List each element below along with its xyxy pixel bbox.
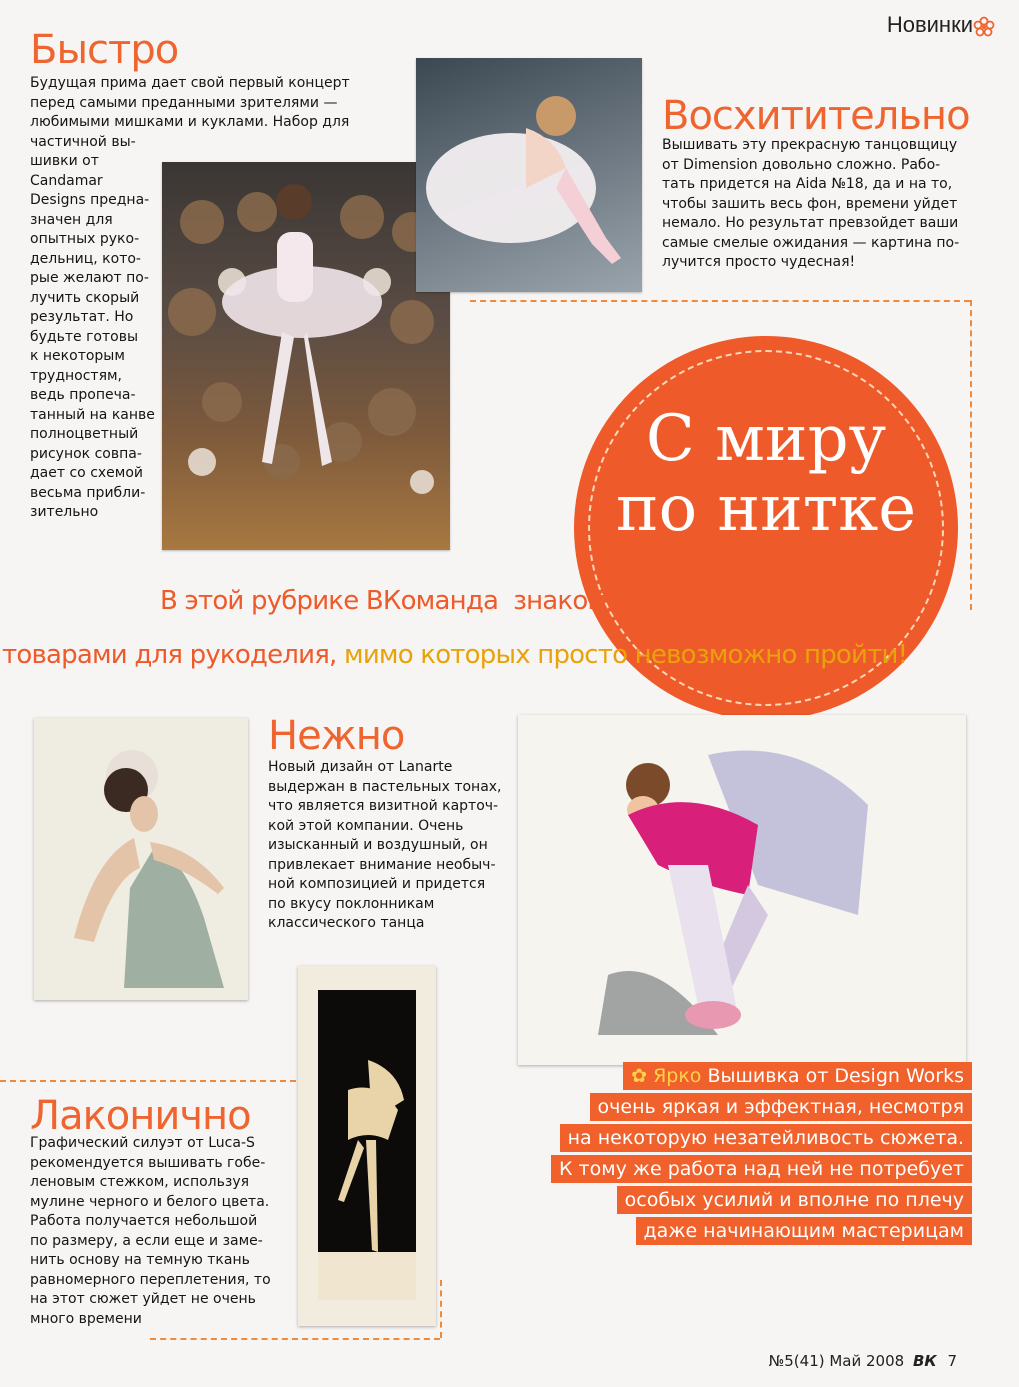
issue-info: №5(41) Май 2008	[768, 1352, 905, 1370]
intro-line2	[2, 640, 907, 670]
laconic-text: Графический силуэт от Luca-S рекомендуется вышивать гобе- леновым стежком, используя мулине черного и белого цвета. Работа получается небольшой по размеру, а если еще и заме- нить основу на темную ткань равномерного переплетения, то на этот сюжет уйдет не очень много времени	[30, 1135, 271, 1327]
dashed-divider-laconic	[0, 1080, 296, 1082]
silhouette-illustration	[318, 990, 416, 1300]
bright-line-5: особых усилий и вполне по плечу	[617, 1186, 972, 1214]
fast-text: Будущая прима дает свой первый концерт перед самыми преданными зрителями — любимыми мишками и куклами. Набор для частичной вы- шивки от Candamar Designs предна- значен для опытных руко- дельниц, кото- рые желают по- лучить скорый результат. Но будьте готовы к некоторым трудностям, ведь пропеча- танный на канве полноцветный рисунок совпа- дает со схемой весьма прибли- зительно	[30, 75, 350, 520]
bright-ballerina-illustration	[518, 715, 966, 1065]
laconic-embroidery-inner	[318, 990, 416, 1300]
bright-line-4: К тому же работа над ней не потребует	[551, 1155, 972, 1183]
ballerina-toys-photo	[162, 162, 450, 550]
page-number: 7	[947, 1352, 957, 1370]
brand-logo: ВК	[912, 1352, 937, 1370]
delight-text: Вышивать эту прекрасную танцовщицу от Dimension довольно сложно. Рабо- тать придется на Aida №18, да и на то, чтобы зашить весь фон, времени уйдет немало. Но результат превзойдет ваши самые смелые ожидания — картина по- лучится просто чудесная!	[662, 137, 960, 270]
intro-line2-orange: товарами для рукоделия,	[2, 640, 337, 670]
flower-icon-small: ✿	[631, 1065, 648, 1087]
flower-icon	[973, 16, 995, 38]
rubric-title-line2: по нитке	[615, 472, 917, 546]
bright-line-1-text: Вышивка от Design Works	[707, 1065, 964, 1087]
delight-title: Восхитительно	[662, 93, 970, 139]
bright-line-6: даже начинающим мастерицам	[636, 1217, 972, 1245]
bright-line-2: очень яркая и эффектная, несмотря	[590, 1093, 972, 1121]
rubric-title	[574, 404, 958, 544]
intro-line2-yellow: мимо которых просто невозможно пройти!	[344, 640, 908, 670]
gentle-embroidery-photo	[34, 718, 248, 1000]
rubric-title-line1: С миру	[645, 402, 887, 476]
ballerina-toys-illustration	[162, 162, 450, 550]
intro-line1: В этой рубрике ВКоманда знакомит вас с оригинальными	[160, 586, 925, 616]
page-footer	[769, 1352, 957, 1370]
gentle-title: Нежно	[268, 713, 405, 759]
ballerina-shoe-photo	[416, 58, 642, 292]
bright-line-3: на некоторую незатейливость сюжета.	[560, 1124, 972, 1152]
bright-embroidery-photo	[518, 715, 966, 1065]
bright-title: Ярко	[653, 1065, 702, 1087]
fast-title: Быстро	[30, 27, 179, 73]
bright-text-block	[551, 1062, 972, 1248]
ballerina-shoe-illustration	[416, 58, 642, 292]
gentle-ballerina-illustration	[34, 718, 248, 1000]
dashed-divider-laconic-vertical	[440, 1280, 442, 1338]
dashed-divider-right	[970, 300, 972, 610]
section-label: Новинки	[886, 12, 973, 37]
gentle-text: Новый дизайн от Lanarte выдержан в пастельных тонах, что является визитной карточ- кой этой компании. Очень изысканный и воздушный, он привлекает внимание необыч- ной композицией и придется по вкусу поклонникам классического танца	[268, 759, 502, 931]
section-header	[887, 12, 973, 38]
bright-line-1	[623, 1062, 972, 1090]
dashed-divider-top	[470, 300, 970, 302]
dashed-divider-laconic-bottom	[150, 1338, 440, 1340]
laconic-title: Лаконично	[30, 1093, 251, 1139]
laconic-embroidery-photo	[298, 966, 436, 1326]
